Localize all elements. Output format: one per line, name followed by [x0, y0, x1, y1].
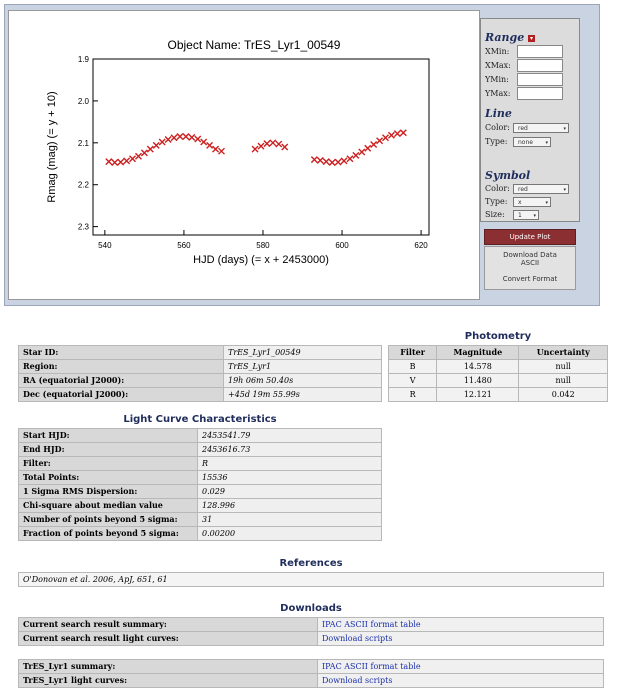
data-point	[195, 136, 201, 142]
data-point	[311, 157, 317, 163]
chevron-down-icon: ▾	[563, 187, 566, 193]
lc-value: 2453541.79	[198, 429, 382, 443]
photometry-cell: 14.578	[437, 360, 519, 374]
chevron-down-icon: ▾	[533, 213, 536, 219]
convert-format-button[interactable]: Convert Format	[502, 275, 558, 283]
symbol-size-select[interactable]: 1 ▾	[513, 210, 539, 220]
download-label: TrES_Lyr1 summary:	[19, 660, 318, 674]
photometry-cell: B	[389, 360, 437, 374]
downloads-table-current	[18, 617, 604, 646]
axis-ticks	[78, 55, 428, 250]
data-points	[106, 130, 406, 166]
star-info-value: 19h 06m 50.40s	[224, 374, 382, 388]
symbol-type-label: Type:	[485, 197, 508, 206]
lc-label: Filter:	[19, 457, 198, 471]
data-point	[124, 158, 130, 164]
line-color-select[interactable]: red ▾	[513, 123, 569, 133]
star-info-value: TrES_Lyr1	[224, 360, 382, 374]
star-info-value: +45d 19m 55.99s	[224, 388, 382, 402]
photometry-cell: null	[519, 360, 608, 374]
lc-value: 0.00200	[198, 527, 382, 541]
data-point	[189, 134, 195, 140]
lc-row	[19, 443, 382, 457]
x-tick-label: 540	[98, 241, 112, 250]
symbol-title: Symbol	[485, 169, 531, 182]
chart-xlabel: HJD (days) (= x + 2453000)	[193, 254, 329, 266]
download-link[interactable]: Download scripts	[322, 676, 393, 685]
lc-row	[19, 485, 382, 499]
download-link[interactable]: Download scripts	[322, 634, 393, 643]
lc-row	[19, 457, 382, 471]
symbol-size-label: Size:	[485, 210, 505, 219]
download-link-cell	[318, 660, 604, 674]
lc-label: End HJD:	[19, 443, 198, 457]
lc-label: Fraction of points beyond 5 sigma:	[19, 527, 198, 541]
download-data-button[interactable]: Download Data	[503, 251, 557, 259]
star-info-label: Dec (equatorial J2000):	[19, 388, 224, 402]
line-title: Line	[485, 107, 512, 120]
lc-value: 31	[198, 513, 382, 527]
data-point	[388, 132, 394, 138]
data-point	[359, 149, 365, 155]
data-point	[365, 145, 371, 151]
photometry-header: Uncertainty	[519, 346, 608, 360]
data-point	[153, 142, 159, 148]
references-table	[18, 572, 604, 587]
lc-row	[19, 499, 382, 513]
y-tick-label: 2.2	[77, 180, 89, 190]
data-point	[371, 141, 377, 147]
data-point	[213, 146, 219, 152]
data-point	[118, 159, 124, 165]
symbol-color-label: Color:	[485, 184, 510, 193]
reference-text: O'Donovan et al. 2006, ApJ, 651, 61	[19, 573, 604, 587]
star-info-value: TrES_Lyr1_00549	[224, 346, 382, 360]
download-link-cell	[318, 618, 604, 632]
ymin-input[interactable]	[517, 73, 563, 86]
chart-ylabel: Rmag (mag) (= y + 10)	[46, 91, 58, 203]
chart-title: Object Name: TrES_Lyr1_00549	[167, 38, 341, 52]
data-point	[335, 159, 341, 165]
photometry-title: Photometry	[464, 331, 532, 342]
symbol-type-select[interactable]: x ▾	[513, 197, 551, 207]
photometry-header: Magnitude	[437, 346, 519, 360]
star-info-row	[19, 374, 382, 388]
chevron-down-icon: ▾	[563, 126, 566, 132]
lc-value: 15536	[198, 471, 382, 485]
data-point	[400, 130, 406, 136]
downloads-title: Downloads	[280, 603, 342, 614]
x-tick-label: 560	[177, 241, 191, 250]
lc-title: Light Curve Characteristics	[123, 414, 277, 425]
lc-value: 128.996	[198, 499, 382, 513]
line-type-select[interactable]: none ▾	[513, 137, 551, 147]
star-info-label: Region:	[19, 360, 224, 374]
data-point	[276, 141, 282, 147]
symbol-color-select[interactable]: red ▾	[513, 184, 569, 194]
line-type-label: Type:	[485, 137, 508, 146]
data-point	[130, 156, 136, 162]
data-point	[329, 160, 335, 166]
y-tick-label: 1.9	[77, 55, 89, 64]
data-point	[147, 146, 153, 152]
x-tick-label: 620	[414, 241, 428, 250]
data-point	[112, 160, 118, 166]
data-point	[177, 134, 183, 140]
data-point	[218, 148, 224, 154]
photometry-header: Filter	[389, 346, 437, 360]
lc-row	[19, 429, 382, 443]
data-point	[159, 139, 165, 145]
lightcurve-chart	[9, 11, 479, 299]
chevron-down-icon: ▾	[545, 140, 548, 146]
xmax-input[interactable]	[517, 59, 563, 72]
lc-label: Total Points:	[19, 471, 198, 485]
y-tick-label: 2.3	[77, 222, 89, 232]
star-info-row	[19, 360, 382, 374]
photometry-cell: V	[389, 374, 437, 388]
data-point	[183, 134, 189, 140]
line-color-label: Color:	[485, 123, 510, 132]
plot-panel	[8, 10, 480, 300]
y-tick-label: 2.1	[77, 138, 89, 148]
update-plot-button[interactable]: Update Plot	[484, 229, 576, 245]
data-point	[207, 142, 213, 148]
range-title: Range ▾	[485, 31, 534, 44]
download-link[interactable]: IPAC ASCII format table	[322, 662, 421, 671]
data-point	[377, 138, 383, 144]
download-link-cell	[318, 674, 604, 688]
ymax-input[interactable]	[517, 87, 563, 100]
plot-controls	[480, 18, 580, 222]
lc-label: Start HJD:	[19, 429, 198, 443]
data-point	[264, 141, 270, 147]
lc-row	[19, 527, 382, 541]
data-point	[201, 139, 207, 145]
photometry-cell: null	[519, 374, 608, 388]
data-point	[394, 131, 400, 137]
x-tick-label: 580	[256, 241, 270, 250]
lc-label: Number of points beyond 5 sigma:	[19, 513, 198, 527]
star-info-label: RA (equatorial J2000):	[19, 374, 224, 388]
data-point	[258, 143, 264, 149]
download-row	[19, 632, 604, 646]
star-info-row	[19, 388, 382, 402]
photometry-row	[389, 374, 608, 388]
photometry-cell: 0.042	[519, 388, 608, 402]
data-point	[171, 135, 177, 141]
lc-row	[19, 471, 382, 485]
data-point	[341, 158, 347, 164]
data-point	[317, 157, 323, 163]
xmin-label: XMin:	[485, 47, 510, 56]
download-format-label: ASCII	[520, 259, 540, 267]
lc-table	[18, 428, 382, 541]
star-info-table	[18, 345, 382, 402]
y-tick-label: 2.0	[77, 96, 89, 106]
download-row	[19, 660, 604, 674]
download-label: Current search result summary:	[19, 618, 318, 632]
collapse-icon[interactable]: ▾	[530, 34, 534, 42]
data-point	[106, 159, 112, 165]
download-row	[19, 618, 604, 632]
data-point	[165, 136, 171, 142]
photometry-cell: 12.121	[437, 388, 519, 402]
chevron-down-icon: ▾	[545, 200, 548, 206]
data-point	[141, 150, 147, 156]
download-row	[19, 674, 604, 688]
photometry-cell: R	[389, 388, 437, 402]
data-point	[270, 140, 276, 146]
download-link[interactable]: IPAC ASCII format table	[322, 620, 421, 629]
download-panel	[484, 246, 576, 290]
xmin-input[interactable]	[517, 45, 563, 58]
download-link-cell	[318, 632, 604, 646]
references-title: References	[279, 558, 343, 569]
photometry-table	[388, 345, 608, 402]
ymax-label: YMax:	[485, 89, 511, 98]
downloads-table-region	[18, 659, 604, 688]
star-info-row	[19, 346, 382, 360]
data-point	[135, 153, 141, 159]
data-point	[252, 146, 258, 152]
xmax-label: XMax:	[485, 61, 511, 70]
star-info-label: Star ID:	[19, 346, 224, 360]
data-point	[323, 159, 329, 165]
data-point	[347, 156, 353, 162]
lc-row	[19, 513, 382, 527]
lc-label: 1 Sigma RMS Dispersion:	[19, 485, 198, 499]
download-label: TrES_Lyr1 light curves:	[19, 674, 318, 688]
lc-value: 2453616.73	[198, 443, 382, 457]
x-tick-label: 600	[335, 241, 349, 250]
photometry-row	[389, 360, 608, 374]
photometry-row	[389, 388, 608, 402]
data-point	[383, 135, 389, 141]
data-point	[353, 152, 359, 158]
lc-label: Chi-square about median value	[19, 499, 198, 513]
photometry-cell: 11.480	[437, 374, 519, 388]
download-label: Current search result light curves:	[19, 632, 318, 646]
data-point	[282, 144, 288, 150]
lc-value: 0.029	[198, 485, 382, 499]
lc-value: R	[198, 457, 382, 471]
ymin-label: YMin:	[485, 75, 509, 84]
